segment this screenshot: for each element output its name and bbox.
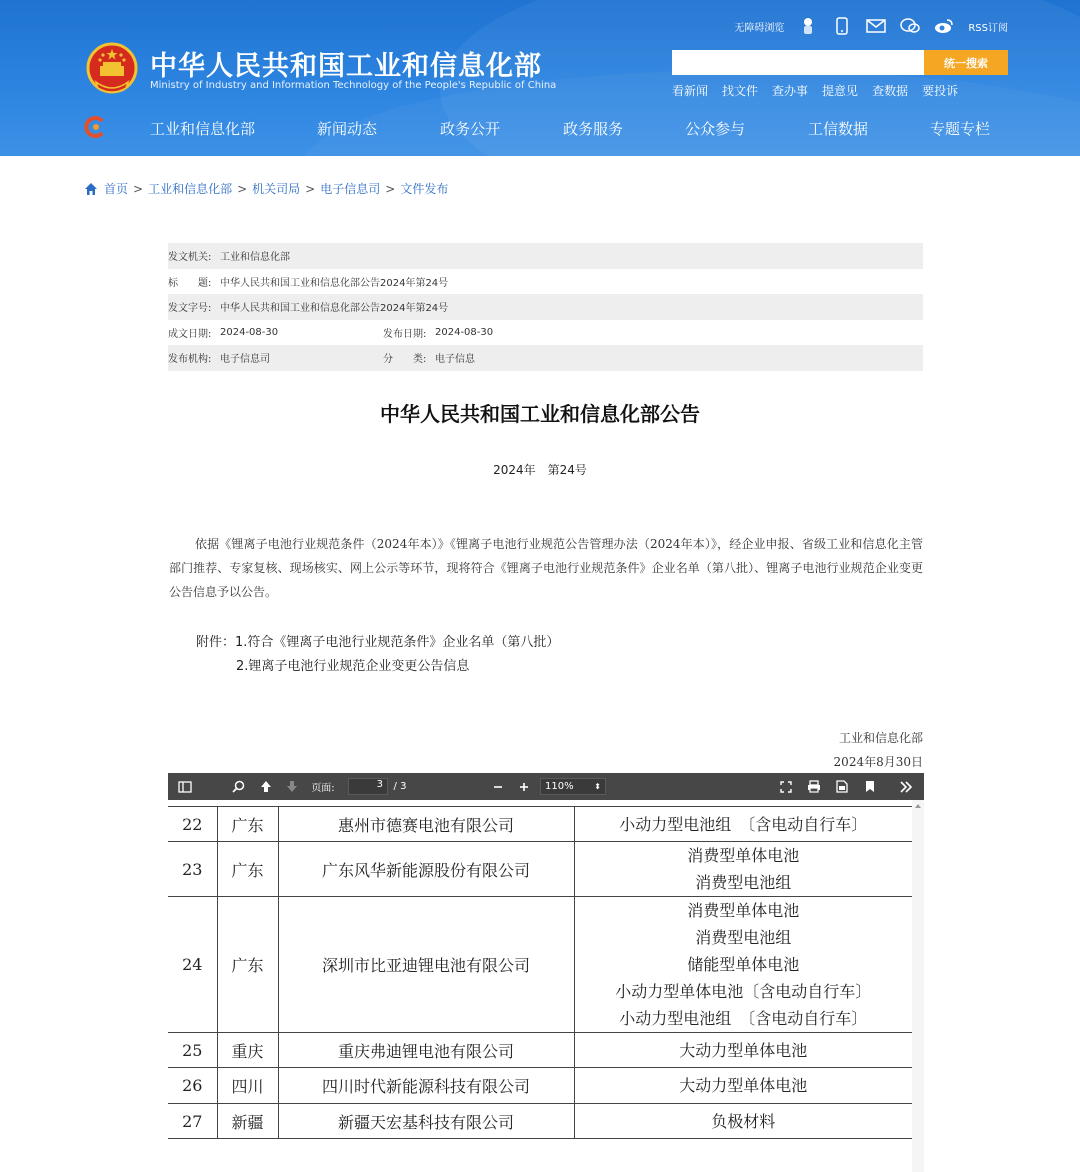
meta-label: 发布机构: [168,354,212,366]
row-province: 四川 [217,1068,278,1104]
search-bar [672,50,1008,75]
row-products [574,897,912,1033]
row-company: 广东风华新能源股份有限公司 [278,842,574,897]
nav-item-affairs[interactable]: 政务公开 [440,120,501,138]
quick-link-data[interactable]: 查数据 [872,84,909,98]
product-item: 消费型单体电池 [687,901,800,920]
page-label: 页面: [311,783,335,794]
table-row [168,1033,912,1068]
nav-item-topics[interactable]: 专题专栏 [930,120,991,138]
product-item: 小动力型电池组 〔含电动自行车〕 [619,1009,868,1028]
meta-org: 电子信息司 [220,354,270,366]
breadcrumb-separator: > [133,181,144,196]
meta-docno: 中华人民共和国工业和信息化部公告2024年第24号 [220,303,449,315]
enterprise-table [168,806,912,1139]
site-header [0,0,1080,156]
product-item: 储能型单体电池 [687,955,800,974]
breadcrumb-departments[interactable]: 机关司局 [252,182,301,196]
meta-row [168,269,923,295]
attachment-link-1[interactable]: 附件：1.符合《锂离子电池行业规范条件》企业名单（第八批） [196,635,560,650]
attachment-link-2[interactable]: 2.锂离子电池行业规范企业变更公告信息 [236,659,470,674]
print-icon[interactable] [804,773,824,800]
table-row [168,1104,912,1139]
page-number-input[interactable]: 3 [348,778,388,795]
row-province: 重庆 [217,1033,278,1068]
product-item: 消费型电池组 [695,873,792,892]
quick-link-news[interactable]: 看新闻 [672,84,709,98]
product-item: 大动力型单体电池 [679,1076,808,1095]
next-page-icon[interactable] [282,773,302,800]
breadcrumb-home[interactable]: 首页 [104,182,129,196]
accessibility-link[interactable]: 无障碍浏览 [734,22,785,34]
product-item: 消费型单体电池 [687,846,800,865]
zoom-value: 110% [545,781,574,792]
article-number: 2024年 第24号 [493,463,587,477]
row-products [574,807,912,842]
weibo-icon[interactable] [934,16,954,36]
scroll-up-arrow-icon[interactable] [915,804,921,808]
breadcrumb-ministry[interactable]: 工业和信息化部 [148,182,233,196]
home-icon [84,182,98,196]
meta-label: 标 题: [168,277,212,289]
meta-label: 分 类: [383,354,427,366]
chevron-updown-icon: ⬍ [594,782,601,791]
row-province: 广东 [217,897,278,1033]
nav-item-participation[interactable]: 公众参与 [685,120,746,138]
mobile-icon[interactable] [832,16,852,36]
nav-item-services[interactable]: 政务服务 [563,120,624,138]
table-row [168,842,912,897]
miit-logo-icon[interactable] [84,116,106,138]
search-button[interactable]: 统一搜索 [924,50,1008,75]
site-subtitle: Ministry of Industry and Information Technology of the People's Republic of China [150,80,557,91]
row-products [574,1068,912,1104]
product-item: 小动力型电池组 〔含电动自行车〕 [619,814,868,834]
top-links [734,14,1008,38]
meta-label: 成文日期: [168,328,212,340]
breadcrumb-separator: > [385,181,396,196]
nav-item-news[interactable]: 新闻动态 [317,120,378,138]
row-company: 深圳市比亚迪锂电池有限公司 [278,897,574,1033]
breadcrumb-separator: > [237,181,248,196]
pdf-scrollbar[interactable] [912,800,924,1172]
search-icon[interactable] [228,773,248,800]
meta-row [168,243,923,269]
row-company: 惠州市德赛电池有限公司 [278,807,574,842]
search-input[interactable] [672,50,924,75]
meta-title: 中华人民共和国工业和信息化部公告2024年第24号 [220,277,449,289]
breadcrumb [84,180,448,197]
previous-page-icon[interactable] [256,773,276,800]
fullscreen-icon[interactable] [776,773,796,800]
nav-item-ministry[interactable]: 工业和信息化部 [150,120,256,138]
row-company: 四川时代新能源科技有限公司 [278,1068,574,1104]
quick-link-services[interactable]: 查办事 [772,84,809,98]
meta-row [168,320,923,346]
zoom-out-icon[interactable] [490,773,506,800]
product-item: 负极材料 [711,1111,776,1131]
pdf-toolbar [168,773,924,800]
meta-category: 电子信息 [435,354,475,366]
row-company: 新疆天宏基科技有限公司 [278,1104,574,1139]
quick-link-files[interactable]: 找文件 [722,84,759,98]
mail-icon[interactable] [866,16,886,36]
meta-created: 2024-08-30 [220,326,279,338]
total-pages: / 3 [393,781,407,792]
site-title[interactable]: 中华人民共和国工业和信息化部 [150,51,542,82]
bookmark-icon[interactable] [860,773,880,800]
row-province: 广东 [217,807,278,842]
row-province: 新疆 [217,1104,278,1139]
row-number: 22 [168,807,217,842]
meta-row [168,294,923,320]
breadcrumb-publications[interactable]: 文件发布 [400,182,449,196]
meta-published: 2024-08-30 [435,326,494,338]
product-item: 小动力型单体电池〔含电动自行车〕 [615,982,872,1001]
row-products [574,842,912,897]
quick-links [672,82,958,99]
product-item: 消费型电池组 [695,928,792,947]
article-title: 中华人民共和国工业和信息化部公告 [380,402,700,426]
row-products [574,1104,912,1139]
rss-link[interactable]: RSS订阅 [968,22,1008,34]
document-meta [168,243,923,371]
zoom-in-icon[interactable] [516,773,532,800]
signature: 工业和信息化部 [838,731,923,745]
nav-item-data[interactable]: 工信数据 [808,120,869,138]
row-number: 26 [168,1068,217,1104]
national-emblem-icon[interactable] [86,42,138,96]
meta-issuer: 工业和信息化部 [220,252,290,264]
breadcrumb-separator: > [305,181,316,196]
table-row [168,1068,912,1104]
row-number: 27 [168,1104,217,1139]
row-products [574,1033,912,1068]
article-body: 依据《锂离子电池行业规范条件（2024年本）》《锂离子电池行业规范公告管理办法（2024年本）》，经企业申报、省级工业和信息化主管部门推荐、专家复核、现场核实、网上公示等环节，现将符合《锂离子电池行业规范条件》企业名单（第八批）、锂离子电池行业规范企业变更公告信息予以公告。 [169,537,923,599]
meta-label: 发文机关: [168,252,212,264]
meta-label: 发布日期: [383,328,427,340]
row-number: 24 [168,897,217,1033]
wechat-icon[interactable] [900,16,920,36]
signature-date: 2024年8月30日 [833,755,923,769]
row-number: 23 [168,842,217,897]
table-row [168,807,912,842]
main-nav [0,112,1080,144]
more-tools-icon[interactable] [894,773,918,800]
row-company: 重庆弗迪锂电池有限公司 [278,1033,574,1068]
product-item: 大动力型单体电池 [679,1040,808,1060]
mascot-icon[interactable] [798,16,818,36]
row-province: 广东 [217,842,278,897]
sidebar-toggle-icon[interactable] [174,773,196,800]
table-row [168,897,912,1033]
breadcrumb-electronics[interactable]: 电子信息司 [320,182,381,196]
row-number: 25 [168,1033,217,1068]
download-icon[interactable] [832,773,852,800]
quick-link-complaint[interactable]: 要投诉 [922,84,959,98]
quick-link-feedback[interactable]: 提意见 [822,84,859,98]
zoom-select[interactable] [540,778,606,795]
meta-label: 发文字号: [168,303,212,315]
meta-row [168,345,923,371]
pdf-page[interactable] [168,800,924,1172]
